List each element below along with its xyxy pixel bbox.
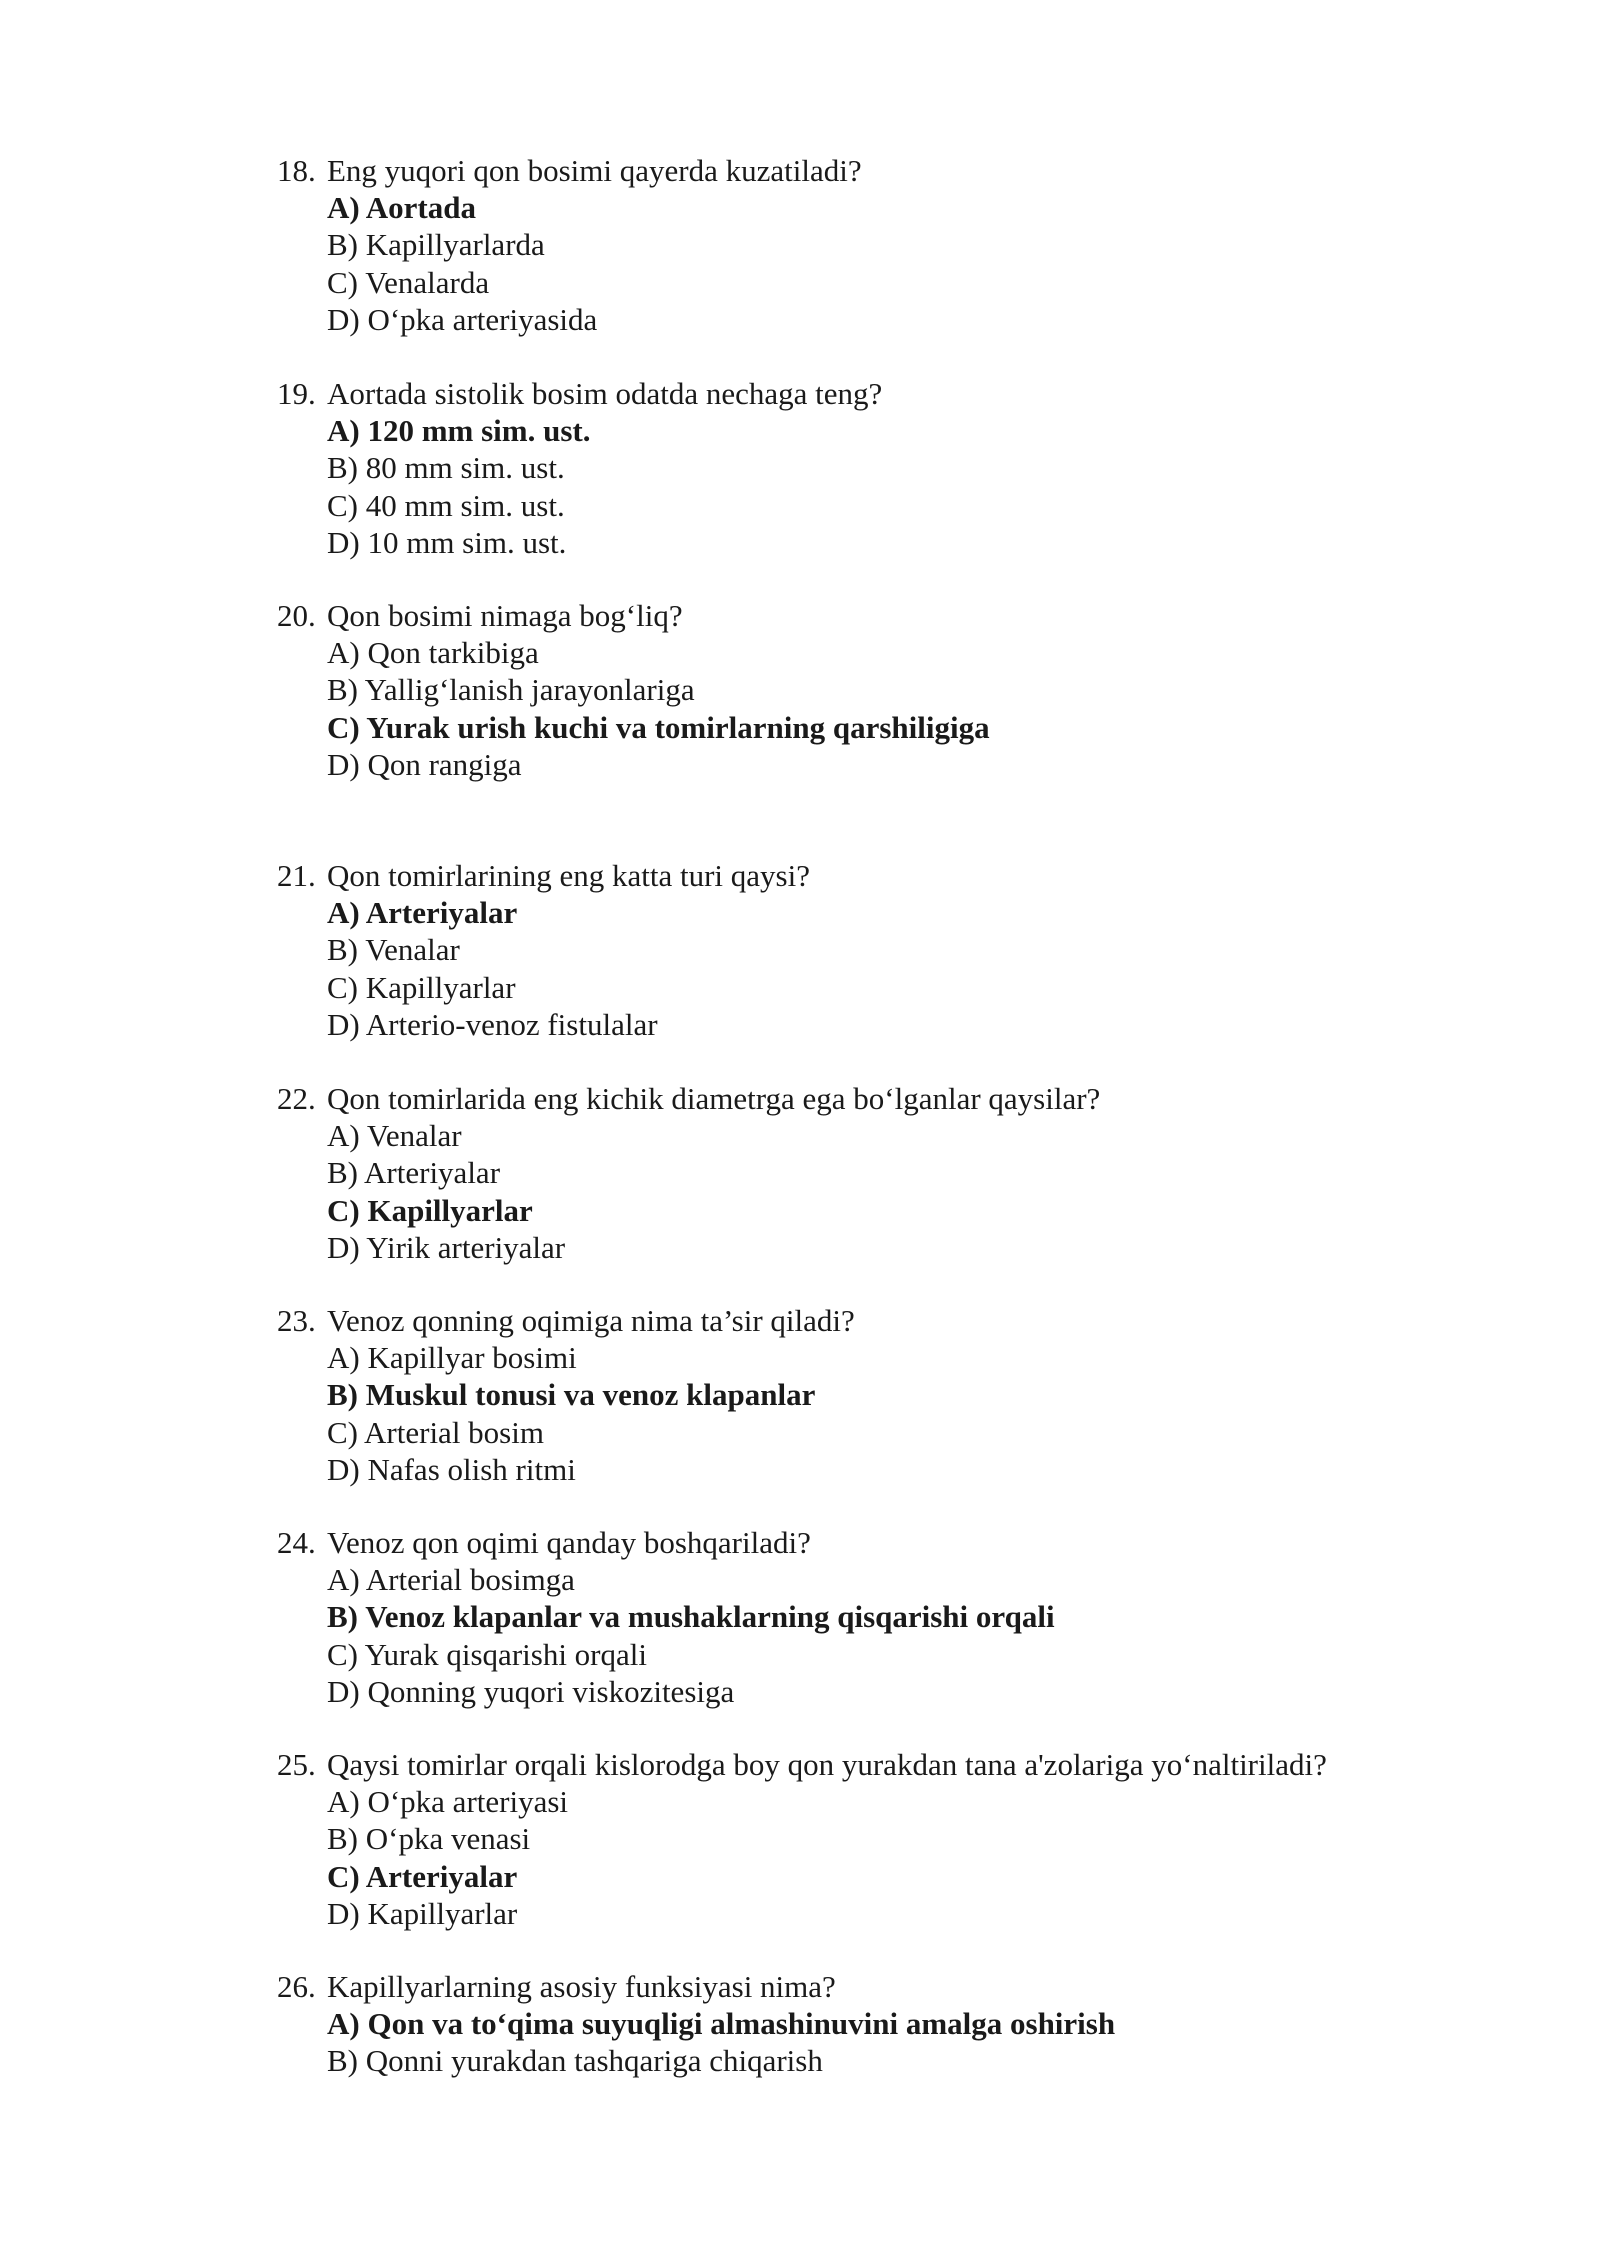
question-line <box>277 1302 1457 1339</box>
question-line <box>277 857 1457 894</box>
question-number: 24. <box>277 1525 316 1560</box>
option: A) 120 mm sim. ust. <box>327 413 591 449</box>
option: B) Qonni yurakdan tashqariga chiqarish <box>327 2043 823 2079</box>
question-number: 23. <box>277 1303 316 1338</box>
option: C) Venalarda <box>327 264 490 300</box>
question-26 <box>277 1968 1457 2080</box>
option: B) Yallig‘lanish jarayonlariga <box>327 672 695 708</box>
option-list <box>277 1339 1457 1488</box>
question-number: 26. <box>277 1969 316 2004</box>
question-line <box>277 152 1457 189</box>
option: A) Aortada <box>327 190 476 226</box>
option-list <box>277 1561 1457 1710</box>
option: D) Kapillyarlar <box>327 1895 518 1931</box>
question-number: 18. <box>277 153 316 188</box>
question-number: 22. <box>277 1081 316 1116</box>
option: D) O‘pka arteriyasida <box>327 301 598 337</box>
question-text: Aortada sistolik bosim odatda nechaga teng? <box>327 376 883 411</box>
option: A) Qon va to‘qima suyuqligi almashinuvini amalga oshirish <box>327 2006 1116 2042</box>
option: A) Venalar <box>327 1118 462 1154</box>
option-list <box>277 634 1457 783</box>
question-text: Kapillyarlarning asosiy funksiyasi nima? <box>327 1969 836 2004</box>
option: D) Nafas olish ritmi <box>327 1451 576 1487</box>
option: D) Yirik arteriyalar <box>327 1229 566 1265</box>
question-25 <box>277 1746 1457 1932</box>
question-number: 25. <box>277 1747 316 1782</box>
question-line <box>277 1968 1457 2005</box>
option: B) 80 mm sim. ust. <box>327 450 565 486</box>
option: A) Kapillyar bosimi <box>327 1340 577 1376</box>
option: C) Yurak qisqarishi orqali <box>327 1636 647 1672</box>
question-text: Eng yuqori qon bosimi qayerda kuzatiladi? <box>327 153 862 188</box>
option: A) Arterial bosimga <box>327 1562 575 1598</box>
question-18 <box>277 152 1457 338</box>
option-list <box>277 412 1457 561</box>
option: C) 40 mm sim. ust. <box>327 487 565 523</box>
question-number: 21. <box>277 858 316 893</box>
question-text: Qaysi tomirlar orqali kislorodga boy qon yurakdan tana a'zolariga yo‘naltiriladi? <box>327 1747 1327 1782</box>
question-24 <box>277 1524 1457 1710</box>
option: B) Kapillyarlarda <box>327 227 545 263</box>
option-list <box>277 1783 1457 1932</box>
option-list <box>277 1117 1457 1266</box>
question-number: 20. <box>277 598 316 633</box>
question-line <box>277 1080 1457 1117</box>
question-22 <box>277 1080 1457 1266</box>
option: D) Arterio-venoz fistulalar <box>327 1006 658 1042</box>
option: B) Venoz klapanlar va mushaklarning qisqarishi orqali <box>327 1599 1055 1635</box>
question-text: Qon bosimi nimaga bog‘liq? <box>327 598 683 633</box>
question-line <box>277 1746 1457 1783</box>
question-line <box>277 597 1457 634</box>
question-text: Venoz qonning oqimiga nima ta’sir qiladi? <box>327 1303 855 1338</box>
option: B) Arteriyalar <box>327 1155 501 1191</box>
option: A) Qon tarkibiga <box>327 635 539 671</box>
option: B) Venalar <box>327 932 460 968</box>
question-number: 19. <box>277 376 316 411</box>
option: C) Arterial bosim <box>327 1414 544 1450</box>
question-text: Venoz qon oqimi qanday boshqariladi? <box>327 1525 811 1560</box>
option: D) Qonning yuqori viskozitesiga <box>327 1673 735 1709</box>
option: C) Kapillyarlar <box>327 969 516 1005</box>
question-20 <box>277 597 1457 783</box>
question-line <box>277 1524 1457 1561</box>
option: D) Qon rangiga <box>327 746 522 782</box>
question-text: Qon tomirlarining eng katta turi qaysi? <box>327 858 810 893</box>
option: B) Muskul tonusi va venoz klapanlar <box>327 1377 816 1413</box>
question-19 <box>277 375 1457 561</box>
option: A) O‘pka arteriyasi <box>327 1784 569 1820</box>
question-23 <box>277 1302 1457 1488</box>
question-line <box>277 375 1457 412</box>
option-list <box>277 894 1457 1043</box>
option: D) 10 mm sim. ust. <box>327 524 567 560</box>
option: C) Arteriyalar <box>327 1858 518 1894</box>
question-21 <box>277 857 1457 1043</box>
question-text: Qon tomirlarida eng kichik diametrga ega bo‘lganlar qaysilar? <box>327 1081 1101 1116</box>
option-list <box>277 2005 1457 2079</box>
option-list <box>277 189 1457 338</box>
option: B) O‘pka venasi <box>327 1821 531 1857</box>
option: C) Kapillyarlar <box>327 1192 533 1228</box>
option: C) Yurak urish kuchi va tomirlarning qarshiligiga <box>327 709 990 745</box>
option: A) Arteriyalar <box>327 895 518 931</box>
